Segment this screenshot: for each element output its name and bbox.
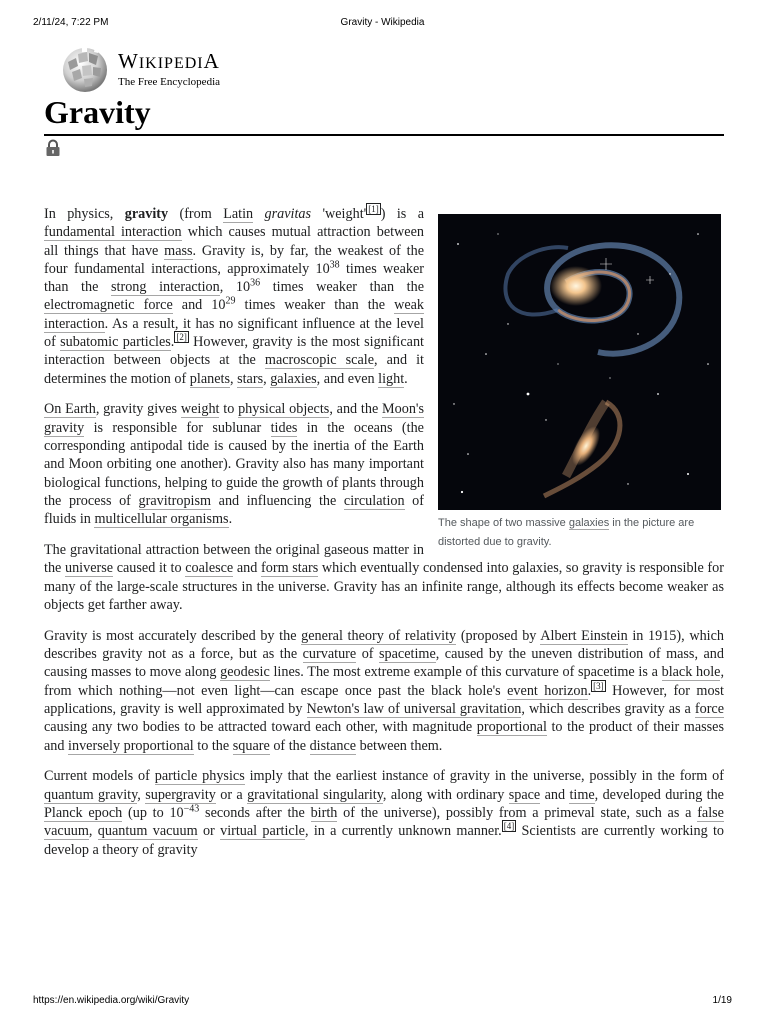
text: , and the — [329, 401, 383, 418]
text: . — [170, 334, 175, 351]
figure-caption — [438, 514, 728, 552]
text: which causes mutual attraction between all things that have — [44, 224, 424, 259]
link-gravitropism[interactable]: gravitropism — [138, 492, 212, 509]
link-quantum-gravity[interactable]: quantum gravity — [44, 786, 138, 803]
text: and — [233, 560, 262, 577]
text: However, for most applications, gravity is well approximated by — [44, 682, 725, 717]
text: , 10 — [219, 279, 251, 296]
text: to — [219, 401, 239, 418]
wordmark-tagline: The Free Encyclopedia — [118, 75, 221, 88]
text: and 10 — [172, 297, 226, 314]
text: , and even — [316, 370, 379, 387]
wordmark-final: A — [203, 48, 220, 73]
text: . — [404, 370, 408, 387]
text: to the product of their masses and — [44, 719, 724, 754]
exponent: 29 — [225, 295, 236, 307]
text: Gravity is most accurately described by the — [44, 627, 302, 644]
lock-icon[interactable] — [45, 139, 61, 157]
print-page-number: 1/19 — [712, 995, 732, 1006]
link-space[interactable]: space — [508, 786, 541, 803]
link-proportional[interactable]: proportional — [476, 719, 547, 736]
text: , — [263, 370, 271, 387]
text: of — [356, 646, 380, 663]
text: , developed during the — [594, 786, 724, 803]
text: , — [229, 370, 238, 387]
link-light[interactable]: light — [378, 370, 405, 387]
text: causing any two bodies to be attracted toward each other, with magnitude — [44, 719, 477, 736]
link-planets[interactable]: planets — [189, 370, 230, 387]
link-supergravity[interactable]: supergravity — [145, 786, 216, 803]
link-geodesic[interactable]: geodesic — [220, 664, 270, 681]
text: times weaker than the — [235, 297, 395, 314]
text: of the — [269, 737, 310, 754]
text: The gravitational attraction between the original gaseous matter in the — [44, 542, 424, 577]
text — [253, 206, 264, 222]
text: , — [88, 823, 98, 840]
text: . — [587, 682, 592, 699]
text: , along with ordinary — [382, 786, 509, 803]
link-galaxies[interactable]: galaxies — [270, 370, 317, 387]
text: imply that the earliest instance of gravity in the universe, possibly in the form of — [244, 768, 724, 785]
link-coalesce[interactable]: coalesce — [185, 560, 234, 577]
text: , caused by the uneven distribution of mass, and causing masses to move along — [44, 646, 724, 681]
link-distance[interactable]: distance — [309, 737, 357, 754]
text: (proposed by — [456, 627, 541, 644]
text: in the oceans (the corresponding antipodal tide is caused by the inertia of the Earth and Moon orbiting one another). Gravity also has many important biological functions, helping to guide the growth of plants through the process of — [44, 419, 424, 509]
text: , in a currently unknown manner. — [304, 823, 502, 840]
link-stars[interactable]: stars — [237, 370, 264, 387]
wordmark-initial: W — [118, 48, 139, 73]
link-albert-einstein[interactable]: Albert Einstein — [540, 627, 628, 644]
paragraph-relativity — [44, 627, 724, 755]
text: . Gravity is, by far, the weakest of the four fundamental interactions, approximately 10 — [44, 242, 424, 277]
print-datetime: 2/11/24, 7:22 PM — [33, 17, 109, 28]
text: ) is a — [380, 206, 424, 222]
link-on-earth[interactable]: On Earth — [44, 401, 96, 418]
text: 'weight' — [311, 206, 367, 222]
link-moons-gravity[interactable]: Moon's gravity — [44, 401, 424, 436]
wordmark-title — [118, 50, 220, 75]
citation-1[interactable]: [1] — [368, 204, 379, 215]
text: or — [197, 823, 221, 840]
link-electromagnetic-force[interactable]: electromagnetic force — [44, 297, 173, 314]
print-url: https://en.wikipedia.org/wiki/Gravity — [33, 995, 190, 1006]
term-gravitas: gravitas — [264, 206, 312, 222]
text: (from — [168, 206, 224, 222]
exponent: 38 — [329, 259, 340, 271]
text: of the universe), possibly from a primeval state, such as a — [337, 804, 698, 821]
wordmark — [118, 50, 220, 89]
citation-2[interactable]: [2] — [176, 332, 187, 343]
text: and influencing the — [211, 492, 344, 509]
page-title: Gravity — [44, 94, 151, 130]
galaxy-image[interactable] — [438, 214, 721, 510]
link-circulation[interactable]: circulation — [343, 492, 405, 509]
text: , which describes gravity as a — [521, 700, 695, 717]
text: seconds after the — [199, 804, 311, 821]
link-planck-epoch[interactable]: Planck epoch — [44, 804, 123, 821]
link-time[interactable]: time — [569, 786, 595, 803]
link-mass[interactable]: mass — [164, 242, 193, 259]
text: times weaker than the — [260, 279, 425, 296]
text: , from which nothing—not even light—can escape once past the black hole's — [44, 664, 724, 699]
citation-3[interactable]: [3] — [593, 680, 604, 691]
print-header — [33, 17, 732, 28]
text: . As a result, it has no significant influence at the level of — [44, 315, 424, 351]
text: Current models of — [44, 768, 155, 785]
text: which eventually condensed into galaxies, so gravity is responsible for many of the large-scale structures in the universe. Gravity has an infinite range, although its effects become weaker as objects get farther away. — [44, 560, 724, 613]
link-macroscopic-scale[interactable]: macroscopic scale — [264, 352, 374, 369]
paragraph-particle-physics — [44, 767, 724, 858]
link-spacetime[interactable]: spacetime — [379, 646, 436, 663]
link-gravitational-singularity[interactable]: gravitational singularity — [247, 786, 383, 803]
link-false-vacuum[interactable]: false vacuum — [44, 804, 724, 840]
text: between them. — [356, 737, 443, 754]
link-quantum-vacuum[interactable]: quantum vacuum — [97, 823, 198, 840]
text: In physics, — [44, 206, 125, 222]
link-fundamental-interaction[interactable]: fundamental interaction — [44, 224, 182, 241]
link-galaxies-caption[interactable]: galaxies — [568, 517, 610, 529]
text: to the — [193, 737, 233, 754]
text: (up to 10 — [122, 804, 184, 821]
link-inversely-proportional[interactable]: inversely proportional — [68, 737, 194, 754]
text: , gravity gives — [95, 401, 181, 418]
text: Scientists are currently working to develop a theory of gravity — [44, 823, 725, 858]
term-gravity: gravity — [124, 206, 169, 222]
link-particle-physics[interactable]: particle physics — [154, 768, 245, 785]
exponent: −43 — [183, 803, 200, 815]
link-force[interactable]: force — [694, 700, 725, 717]
text: of fluids in — [44, 492, 425, 528]
link-strong-interaction[interactable]: strong interaction — [111, 279, 220, 296]
link-weak-interaction[interactable]: weak interaction — [44, 297, 425, 332]
article-figure — [438, 214, 728, 552]
print-footer — [33, 995, 732, 1006]
link-latin[interactable]: Latin — [223, 206, 254, 222]
text: However, gravity is the most significant interaction between objects at the — [44, 334, 424, 369]
text: in 1915), which describes gravity not as a force, but as the — [44, 627, 724, 663]
link-form-stars[interactable]: form stars — [261, 560, 319, 577]
title-divider — [44, 134, 724, 136]
link-virtual-particle[interactable]: virtual particle — [220, 823, 305, 840]
link-physical-objects[interactable]: physical objects — [238, 401, 330, 418]
caption-text: in the picture are distorted due to gravity. — [438, 517, 695, 548]
text: , — [137, 786, 146, 803]
link-general-relativity[interactable]: general theory of relativity — [301, 627, 457, 644]
link-multicellular-organisms[interactable]: multicellular organisms — [94, 511, 229, 528]
print-doc-title: Gravity - Wikipedia — [340, 17, 425, 28]
link-black-hole[interactable]: black hole — [661, 664, 721, 681]
text: , and it determines the motion of — [44, 352, 424, 387]
article-body — [44, 205, 724, 871]
wikipedia-globe-icon — [60, 44, 110, 94]
link-universe[interactable]: universe — [64, 560, 114, 577]
text: times weaker than the — [44, 260, 424, 296]
text: or a — [215, 786, 248, 803]
link-weight[interactable]: weight — [180, 401, 220, 418]
link-event-horizon[interactable]: event horizon — [507, 682, 588, 699]
link-square[interactable]: square — [232, 737, 270, 754]
link-curvature[interactable]: curvature — [302, 646, 357, 663]
citation-4[interactable]: [4] — [503, 821, 515, 832]
text: lines. The most extreme example of this curvature of spacetime is a — [269, 664, 662, 681]
link-birth[interactable]: birth — [310, 804, 338, 821]
text: . — [228, 511, 233, 528]
text: is responsible for sublunar — [84, 419, 271, 436]
link-subatomic-particles[interactable]: subatomic particles — [60, 334, 171, 351]
caption-text: The shape of two massive — [438, 517, 569, 529]
wikipedia-logo[interactable] — [60, 44, 220, 94]
paragraph-universe — [44, 541, 724, 614]
text: and — [540, 786, 570, 803]
exponent: 36 — [250, 277, 261, 289]
text: caused it to — [113, 560, 186, 577]
link-tides[interactable]: tides — [270, 419, 298, 436]
link-newtons-law[interactable]: Newton's law of universal gravitation — [306, 700, 522, 717]
wordmark-middle: IKIPEDI — [138, 54, 204, 72]
